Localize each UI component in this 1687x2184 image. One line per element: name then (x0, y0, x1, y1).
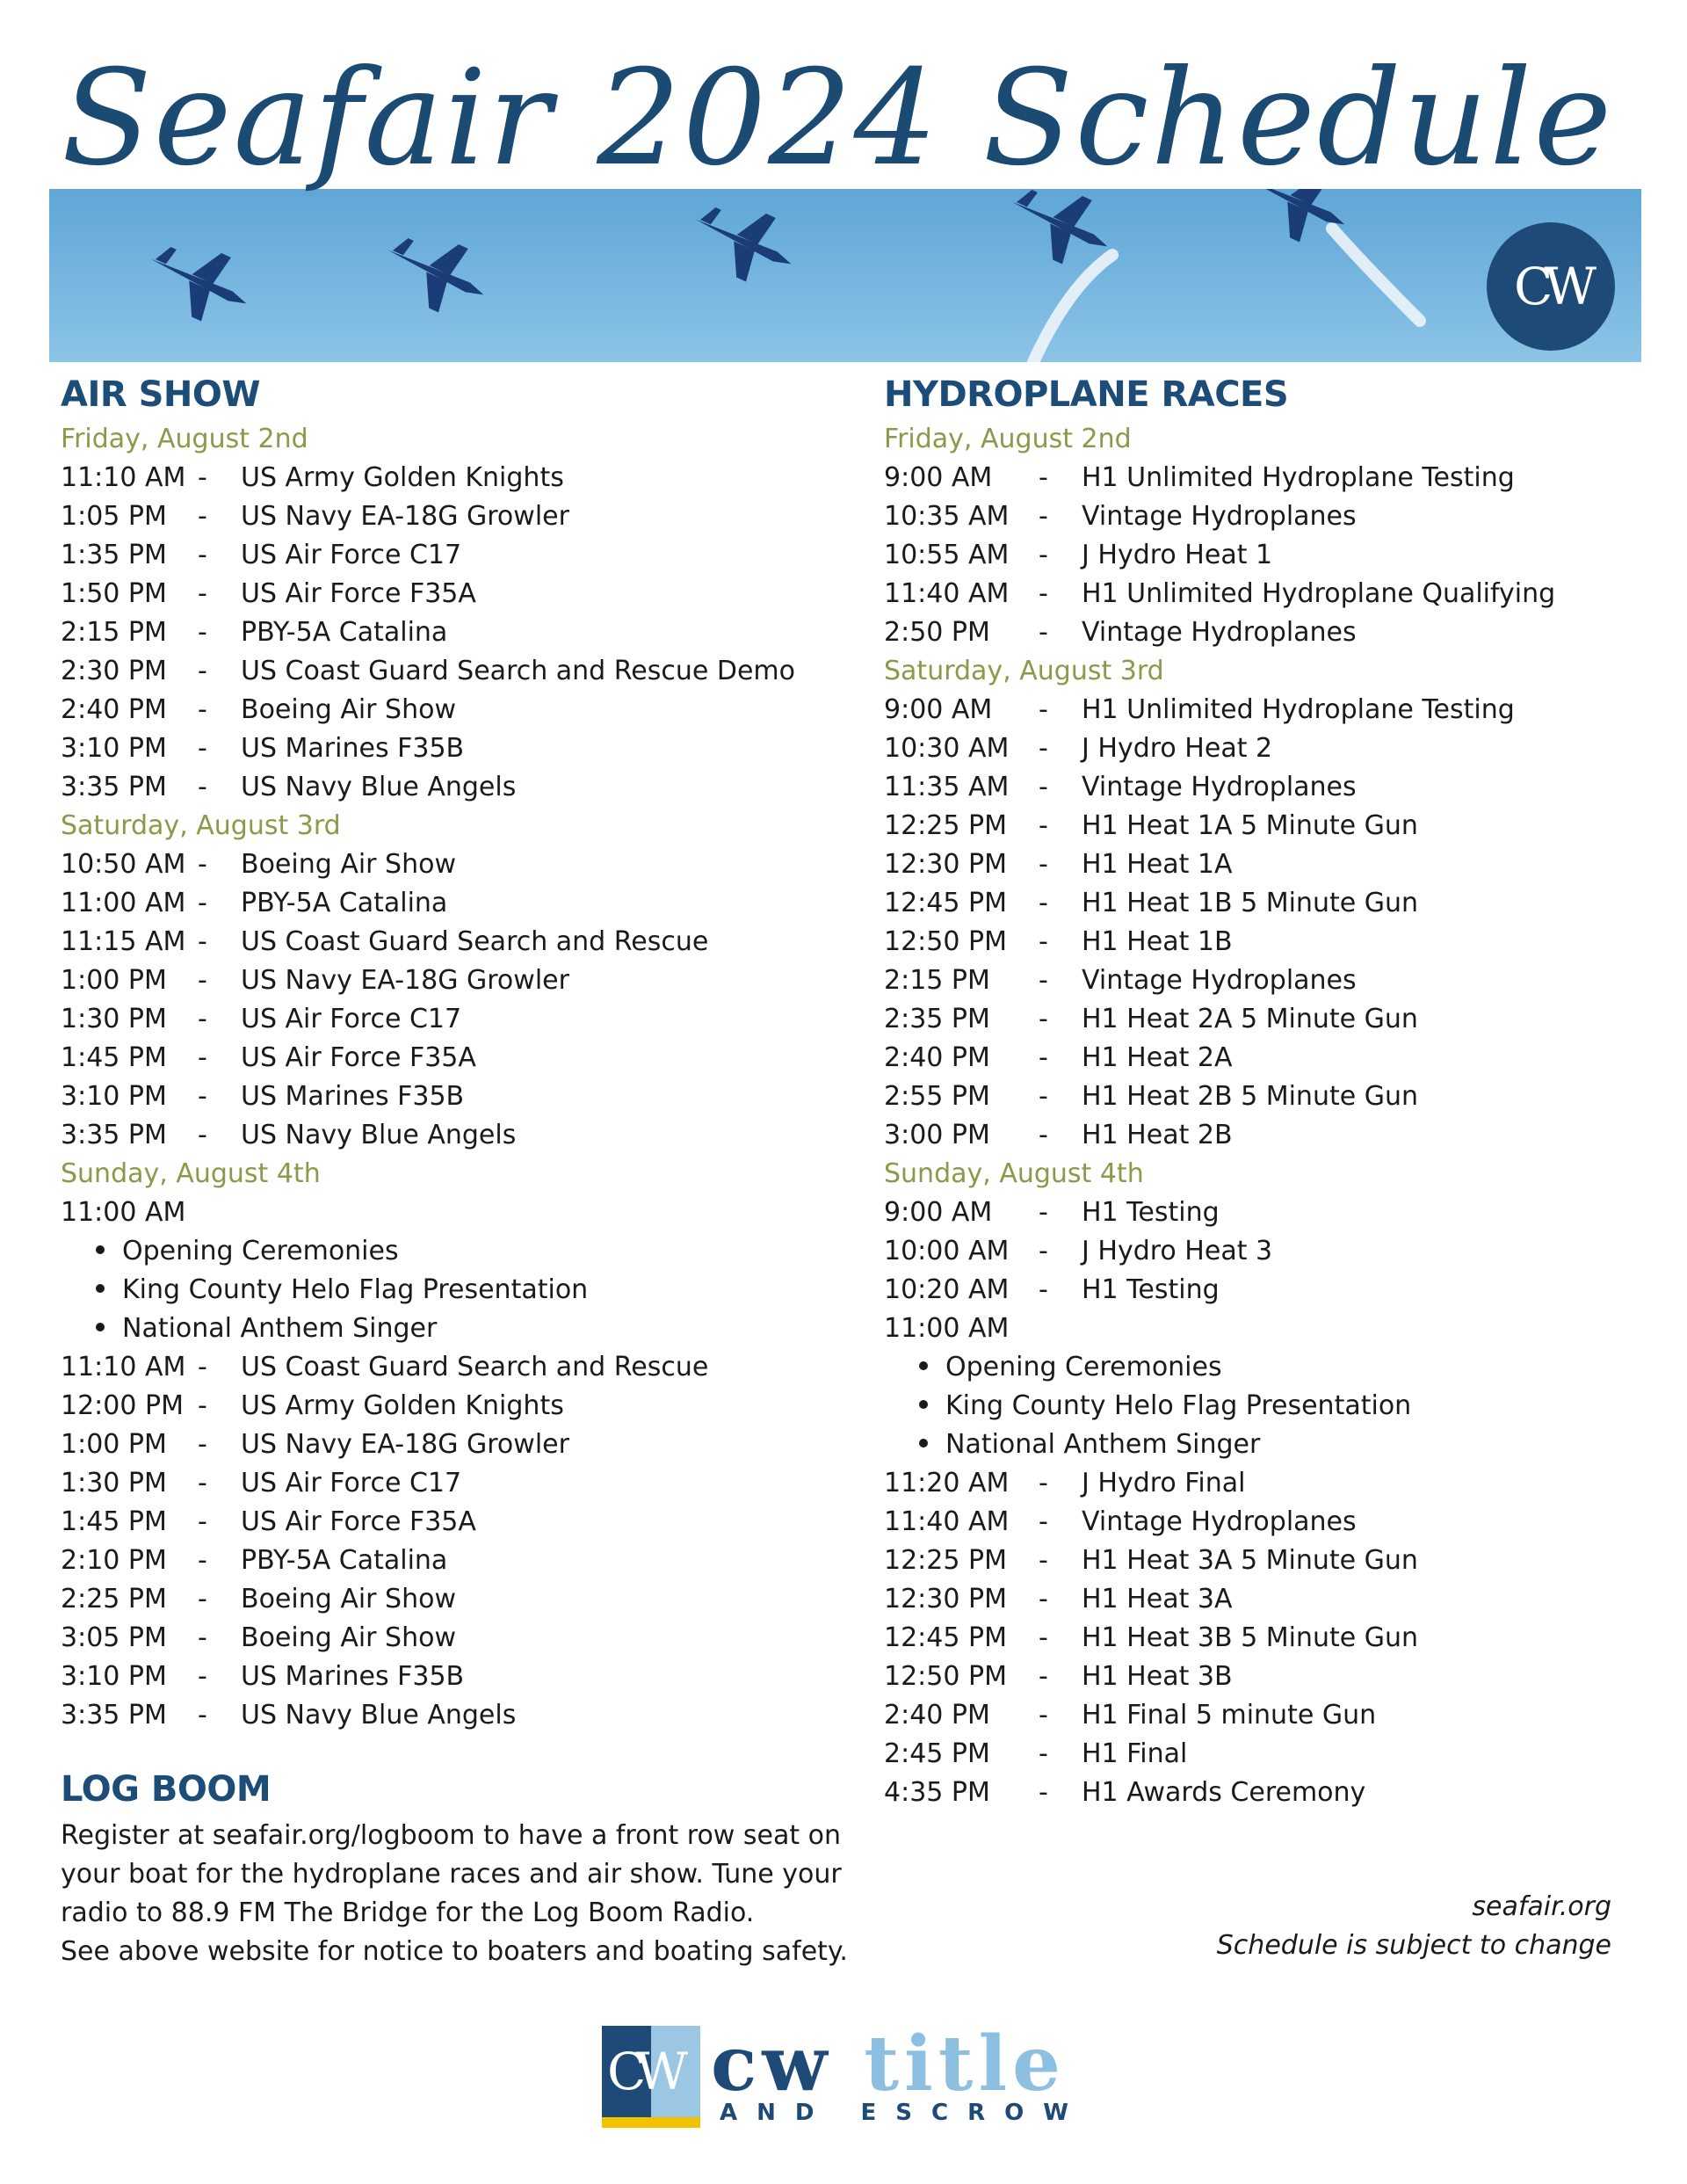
schedule-row (61, 1039, 834, 1077)
schedule-row (884, 1658, 1657, 1696)
schedule-event: H1 Unlimited Hydroplane Testing (1082, 462, 1515, 493)
schedule-event: US Air Force F35A (241, 1042, 476, 1073)
schedule-event: Boeing Air Show (241, 1584, 456, 1614)
schedule-time: 12:50 PM (884, 926, 1007, 957)
schedule-time: 3:10 PM (61, 1081, 167, 1112)
schedule-row (61, 1542, 834, 1580)
day-label: Sunday, August 4th (884, 1158, 1144, 1189)
schedule-time: 1:35 PM (61, 540, 167, 570)
schedule-time: 1:05 PM (61, 501, 167, 532)
schedule-time: 3:00 PM (884, 1120, 990, 1150)
separator-dash: - (198, 1622, 207, 1653)
schedule-row (884, 729, 1657, 768)
schedule-row (61, 1194, 834, 1232)
schedule-row (61, 1580, 834, 1619)
schedule-event: US Air Force C17 (241, 1468, 462, 1498)
schedule-event: PBY-5A Catalina (241, 888, 448, 918)
schedule-time: 3:10 PM (61, 733, 167, 764)
schedule-time: 1:50 PM (61, 578, 167, 609)
separator-dash: - (198, 965, 207, 996)
schedule-time: 9:00 AM (884, 1197, 993, 1228)
ceremony-label: Opening Ceremonies (122, 1236, 399, 1266)
schedule-row (884, 1503, 1657, 1542)
schedule-row (884, 1271, 1657, 1310)
schedule-event: H1 Final 5 minute Gun (1082, 1700, 1377, 1731)
schedule-time: 9:00 AM (884, 694, 993, 725)
schedule-time: 11:35 AM (884, 772, 1010, 802)
schedule-time: 3:35 PM (61, 1700, 167, 1731)
schedule-row (61, 497, 834, 536)
separator-dash: - (198, 1584, 207, 1614)
air-show-heading: AIR SHOW (61, 374, 260, 415)
schedule-event: H1 Heat 3A 5 Minute Gun (1082, 1545, 1418, 1576)
hydroplane-schedule (884, 420, 1657, 1812)
separator-dash: - (1039, 772, 1048, 802)
schedule-row (884, 1464, 1657, 1503)
schedule-time: 11:20 AM (884, 1468, 1010, 1498)
schedule-event: H1 Heat 3B 5 Minute Gun (1082, 1622, 1418, 1653)
schedule-event: Vintage Hydroplanes (1082, 772, 1357, 802)
separator-dash: - (1039, 1738, 1048, 1769)
schedule-row (884, 1039, 1657, 1077)
schedule-time: 11:40 AM (884, 1506, 1010, 1537)
schedule-row (884, 1000, 1657, 1039)
separator-dash: - (1039, 849, 1048, 880)
schedule-time: 2:30 PM (61, 656, 167, 686)
schedule-event: Vintage Hydroplanes (1082, 617, 1357, 648)
separator-dash: - (1039, 888, 1048, 918)
log-boom-line-1: Register at seafair.org/logboom to have a front row seat on (61, 1820, 842, 1851)
separator-dash: - (1039, 462, 1048, 493)
schedule-event: US Marines F35B (241, 733, 465, 764)
schedule-row (884, 923, 1657, 961)
schedule-event: US Air Force F35A (241, 1506, 476, 1537)
cw-badge-logo: CW (1487, 222, 1615, 351)
schedule-time: 12:30 PM (884, 849, 1007, 880)
separator-dash: - (198, 1545, 207, 1576)
separator-dash: - (198, 1352, 207, 1382)
separator-dash: - (198, 1120, 207, 1150)
separator-dash: - (1039, 501, 1048, 532)
schedule-time: 1:30 PM (61, 1468, 167, 1498)
schedule-row (61, 459, 834, 497)
separator-dash: - (1039, 1197, 1048, 1228)
bullet-icon (919, 1361, 928, 1370)
schedule-row (884, 536, 1657, 575)
separator-dash: - (198, 1004, 207, 1034)
separator-dash: - (198, 1700, 207, 1731)
schedule-row (61, 1387, 834, 1426)
schedule-event: H1 Testing (1082, 1274, 1220, 1305)
schedule-time: 12:00 PM (61, 1390, 184, 1421)
log-boom-line-2: your boat for the hydroplane races and air show. Tune your (61, 1859, 842, 1890)
schedule-time: 9:00 AM (884, 462, 993, 493)
schedule-time: 10:55 AM (884, 540, 1010, 570)
schedule-time: 2:15 PM (884, 965, 990, 996)
schedule-row (61, 1696, 834, 1735)
schedule-time: 10:50 AM (61, 849, 186, 880)
schedule-event: Boeing Air Show (241, 1622, 456, 1653)
separator-dash: - (1039, 617, 1048, 648)
schedule-time: 11:40 AM (884, 578, 1010, 609)
bullet-icon (919, 1400, 928, 1409)
schedule-row (61, 884, 834, 923)
schedule-row (61, 1503, 834, 1542)
separator-dash: - (198, 926, 207, 957)
cw-title-escrow-logo (602, 2020, 1094, 2131)
site-url: seafair.org (1472, 1891, 1611, 1922)
ceremony-item (61, 1271, 834, 1310)
site-note (1217, 1888, 1611, 1965)
separator-dash: - (198, 772, 207, 802)
separator-dash: - (1039, 1661, 1048, 1692)
schedule-event: US Coast Guard Search and Rescue (241, 926, 709, 957)
schedule-time: 1:00 PM (61, 965, 167, 996)
separator-dash: - (1039, 1622, 1048, 1653)
separator-dash: - (1039, 1236, 1048, 1266)
schedule-row (884, 961, 1657, 1000)
bullet-icon (96, 1245, 105, 1254)
ceremony-label: Opening Ceremonies (945, 1352, 1222, 1382)
schedule-event: H1 Heat 1B 5 Minute Gun (1082, 888, 1418, 918)
schedule-time: 1:45 PM (61, 1506, 167, 1537)
schedule-event: H1 Unlimited Hydroplane Testing (1082, 694, 1515, 725)
schedule-event: H1 Heat 2A 5 Minute Gun (1082, 1004, 1418, 1034)
logo-tagline: AND ESCROW (720, 2100, 1088, 2126)
logo-wordmark-cw: cw (711, 2020, 833, 2108)
schedule-row (61, 1348, 834, 1387)
schedule-row (61, 652, 834, 691)
schedule-event: Boeing Air Show (241, 694, 456, 725)
schedule-row (884, 1580, 1657, 1619)
schedule-row (884, 1232, 1657, 1271)
separator-dash: - (198, 462, 207, 493)
schedule-event: H1 Testing (1082, 1197, 1220, 1228)
schedule-row (61, 1077, 834, 1116)
schedule-time: 11:10 AM (61, 1352, 186, 1382)
schedule-row (61, 575, 834, 613)
schedule-event: US Navy Blue Angels (241, 1700, 517, 1731)
schedule-row (61, 1116, 834, 1155)
schedule-event: Vintage Hydroplanes (1082, 1506, 1357, 1537)
schedule-event: H1 Heat 2B (1082, 1120, 1233, 1150)
schedule-time: 1:45 PM (61, 1042, 167, 1073)
log-boom-heading: LOG BOOM (61, 1769, 272, 1810)
schedule-time: 2:10 PM (61, 1545, 167, 1576)
schedule-row (884, 807, 1657, 845)
schedule-time: 2:40 PM (61, 694, 167, 725)
schedule-event: H1 Heat 1B (1082, 926, 1233, 957)
schedule-time: 1:30 PM (61, 1004, 167, 1034)
schedule-event: US Navy EA-18G Growler (241, 501, 569, 532)
separator-dash: - (1039, 1468, 1048, 1498)
schedule-row (884, 1696, 1657, 1735)
day-label: Friday, August 2nd (61, 424, 308, 454)
schedule-event: US Navy EA-18G Growler (241, 1429, 569, 1460)
schedule-row (884, 1619, 1657, 1658)
separator-dash: - (198, 656, 207, 686)
schedule-disclaimer: Schedule is subject to change (1216, 1930, 1611, 1961)
bullet-icon (96, 1323, 105, 1331)
schedule-time: 3:05 PM (61, 1622, 167, 1653)
separator-dash: - (1039, 810, 1048, 841)
ceremony-item (884, 1426, 1657, 1464)
schedule-row (61, 923, 834, 961)
hydroplane-section (884, 369, 1657, 1812)
day-label: Saturday, August 3rd (61, 810, 341, 841)
schedule-row (61, 1464, 834, 1503)
separator-dash: - (1039, 1506, 1048, 1537)
schedule-event: H1 Heat 2A (1082, 1042, 1233, 1073)
schedule-time: 3:35 PM (61, 772, 167, 802)
schedule-time: 2:35 PM (884, 1004, 990, 1034)
logo-wordmark-title: title (864, 2020, 1066, 2108)
schedule-time: 11:10 AM (61, 462, 186, 493)
separator-dash: - (198, 501, 207, 532)
separator-dash: - (1039, 1120, 1048, 1150)
schedule-event: US Air Force C17 (241, 540, 462, 570)
separator-dash: - (198, 1429, 207, 1460)
schedule-time: 11:00 AM (884, 1313, 1010, 1344)
ceremony-item (884, 1348, 1657, 1387)
schedule-event: H1 Heat 1A (1082, 849, 1233, 880)
schedule-time: 12:50 PM (884, 1661, 1007, 1692)
schedule-row (61, 729, 834, 768)
separator-dash: - (1039, 1777, 1048, 1808)
schedule-row (61, 1619, 834, 1658)
schedule-event: J Hydro Heat 2 (1082, 733, 1273, 764)
schedule-time: 12:25 PM (884, 810, 1007, 841)
ceremony-label: National Anthem Singer (122, 1313, 438, 1344)
schedule-event: J Hydro Heat 1 (1082, 540, 1273, 570)
schedule-time: 4:35 PM (884, 1777, 990, 1808)
schedule-time: 12:25 PM (884, 1545, 1007, 1576)
schedule-event: H1 Awards Ceremony (1082, 1777, 1366, 1808)
schedule-row (61, 1426, 834, 1464)
hydroplane-heading: HYDROPLANE RACES (884, 374, 1289, 415)
separator-dash: - (198, 694, 207, 725)
ceremony-label: National Anthem Singer (945, 1429, 1261, 1460)
schedule-event: US Navy Blue Angels (241, 772, 517, 802)
air-show-section (61, 369, 834, 1735)
schedule-row (61, 961, 834, 1000)
schedule-event: US Navy Blue Angels (241, 1120, 517, 1150)
separator-dash: - (198, 733, 207, 764)
schedule-event: J Hydro Heat 3 (1082, 1236, 1273, 1266)
schedule-time: 10:35 AM (884, 501, 1010, 532)
schedule-time: 2:40 PM (884, 1042, 990, 1073)
schedule-row (884, 1194, 1657, 1232)
schedule-event: H1 Unlimited Hydroplane Qualifying (1082, 578, 1556, 609)
schedule-event: H1 Heat 2B 5 Minute Gun (1082, 1081, 1418, 1112)
schedule-time: 12:45 PM (884, 888, 1007, 918)
schedule-event: US Air Force C17 (241, 1004, 462, 1034)
ceremony-item (61, 1232, 834, 1271)
schedule-row (61, 1658, 834, 1696)
schedule-event: J Hydro Final (1082, 1468, 1246, 1498)
logo-wordmark (711, 2021, 1066, 2108)
air-show-schedule (61, 420, 834, 1735)
schedule-time: 10:20 AM (884, 1274, 1010, 1305)
separator-dash: - (1039, 926, 1048, 957)
schedule-time: 2:15 PM (61, 617, 167, 648)
schedule-row (884, 613, 1657, 652)
schedule-row (884, 1116, 1657, 1155)
schedule-row (884, 768, 1657, 807)
separator-dash: - (1039, 1584, 1048, 1614)
separator-dash: - (1039, 1004, 1048, 1034)
ceremony-item (61, 1310, 834, 1348)
log-boom-section (61, 1762, 848, 1971)
separator-dash: - (198, 1661, 207, 1692)
schedule-event: US Coast Guard Search and Rescue (241, 1352, 709, 1382)
separator-dash: - (1039, 1545, 1048, 1576)
schedule-row (884, 845, 1657, 884)
ceremony-label: King County Helo Flag Presentation (122, 1274, 589, 1305)
separator-dash: - (1039, 1042, 1048, 1073)
separator-dash: - (198, 578, 207, 609)
separator-dash: - (1039, 578, 1048, 609)
schedule-event: US Navy EA-18G Growler (241, 965, 569, 996)
schedule-row (884, 884, 1657, 923)
separator-dash: - (1039, 540, 1048, 570)
day-label: Sunday, August 4th (61, 1158, 321, 1189)
bullet-icon (919, 1439, 928, 1448)
schedule-time: 1:00 PM (61, 1429, 167, 1460)
schedule-event: US Coast Guard Search and Rescue Demo (241, 656, 795, 686)
schedule-time: 10:00 AM (884, 1236, 1010, 1266)
schedule-row (61, 1000, 834, 1039)
schedule-row (884, 459, 1657, 497)
schedule-row (884, 1077, 1657, 1116)
separator-dash: - (198, 617, 207, 648)
day-label: Friday, August 2nd (884, 424, 1132, 454)
schedule-row (61, 536, 834, 575)
schedule-row (884, 497, 1657, 536)
schedule-row (884, 691, 1657, 729)
schedule-row (61, 845, 834, 884)
schedule-event: PBY-5A Catalina (241, 617, 448, 648)
schedule-time: 12:45 PM (884, 1622, 1007, 1653)
separator-dash: - (198, 1506, 207, 1537)
separator-dash: - (1039, 1081, 1048, 1112)
separator-dash: - (1039, 733, 1048, 764)
schedule-time: 11:00 AM (61, 888, 186, 918)
ceremony-label: King County Helo Flag Presentation (945, 1390, 1412, 1421)
separator-dash: - (198, 1390, 207, 1421)
log-boom-line-4: See above website for notice to boaters and boating safety. (61, 1936, 848, 1967)
logo-monogram: CW (607, 2042, 677, 2101)
schedule-row (61, 691, 834, 729)
day-label: Saturday, August 3rd (884, 656, 1164, 686)
schedule-row (884, 1774, 1657, 1812)
ceremony-item (884, 1387, 1657, 1426)
schedule-event: US Army Golden Knights (241, 462, 564, 493)
schedule-row (61, 768, 834, 807)
schedule-event: US Marines F35B (241, 1661, 465, 1692)
separator-dash: - (1039, 965, 1048, 996)
schedule-time: 11:00 AM (61, 1197, 186, 1228)
page-title: Seafair 2024 Schedule (62, 42, 1614, 195)
schedule-row (884, 1735, 1657, 1774)
schedule-event: US Army Golden Knights (241, 1390, 564, 1421)
schedule-event: Vintage Hydroplanes (1082, 501, 1357, 532)
schedule-event: US Air Force F35A (241, 578, 476, 609)
schedule-time: 2:25 PM (61, 1584, 167, 1614)
schedule-row (884, 1542, 1657, 1580)
separator-dash: - (198, 1468, 207, 1498)
separator-dash: - (198, 888, 207, 918)
log-boom-line-3: radio to 88.9 FM The Bridge for the Log Boom Radio. (61, 1897, 755, 1928)
schedule-time: 2:55 PM (884, 1081, 990, 1112)
separator-dash: - (198, 1042, 207, 1073)
schedule-event: H1 Heat 1A 5 Minute Gun (1082, 810, 1418, 841)
separator-dash: - (1039, 1274, 1048, 1305)
schedule-row (884, 1310, 1657, 1348)
schedule-event: H1 Final (1082, 1738, 1188, 1769)
logo-yellow-bar (602, 2117, 700, 2128)
schedule-time: 11:15 AM (61, 926, 186, 957)
schedule-event: H1 Heat 3A (1082, 1584, 1233, 1614)
schedule-row (61, 613, 834, 652)
schedule-time: 3:35 PM (61, 1120, 167, 1150)
separator-dash: - (198, 849, 207, 880)
schedule-event: Boeing Air Show (241, 849, 456, 880)
schedule-time: 3:10 PM (61, 1661, 167, 1692)
schedule-time: 2:40 PM (884, 1700, 990, 1731)
bullet-icon (96, 1284, 105, 1293)
schedule-event: Vintage Hydroplanes (1082, 965, 1357, 996)
schedule-time: 2:45 PM (884, 1738, 990, 1769)
separator-dash: - (1039, 1700, 1048, 1731)
schedule-time: 2:50 PM (884, 617, 990, 648)
schedule-time: 10:30 AM (884, 733, 1010, 764)
schedule-row (884, 575, 1657, 613)
schedule-event: US Marines F35B (241, 1081, 465, 1112)
schedule-event: H1 Heat 3B (1082, 1661, 1233, 1692)
schedule-time: 12:30 PM (884, 1584, 1007, 1614)
separator-dash: - (198, 1081, 207, 1112)
schedule-event: PBY-5A Catalina (241, 1545, 448, 1576)
separator-dash: - (198, 540, 207, 570)
separator-dash: - (1039, 694, 1048, 725)
